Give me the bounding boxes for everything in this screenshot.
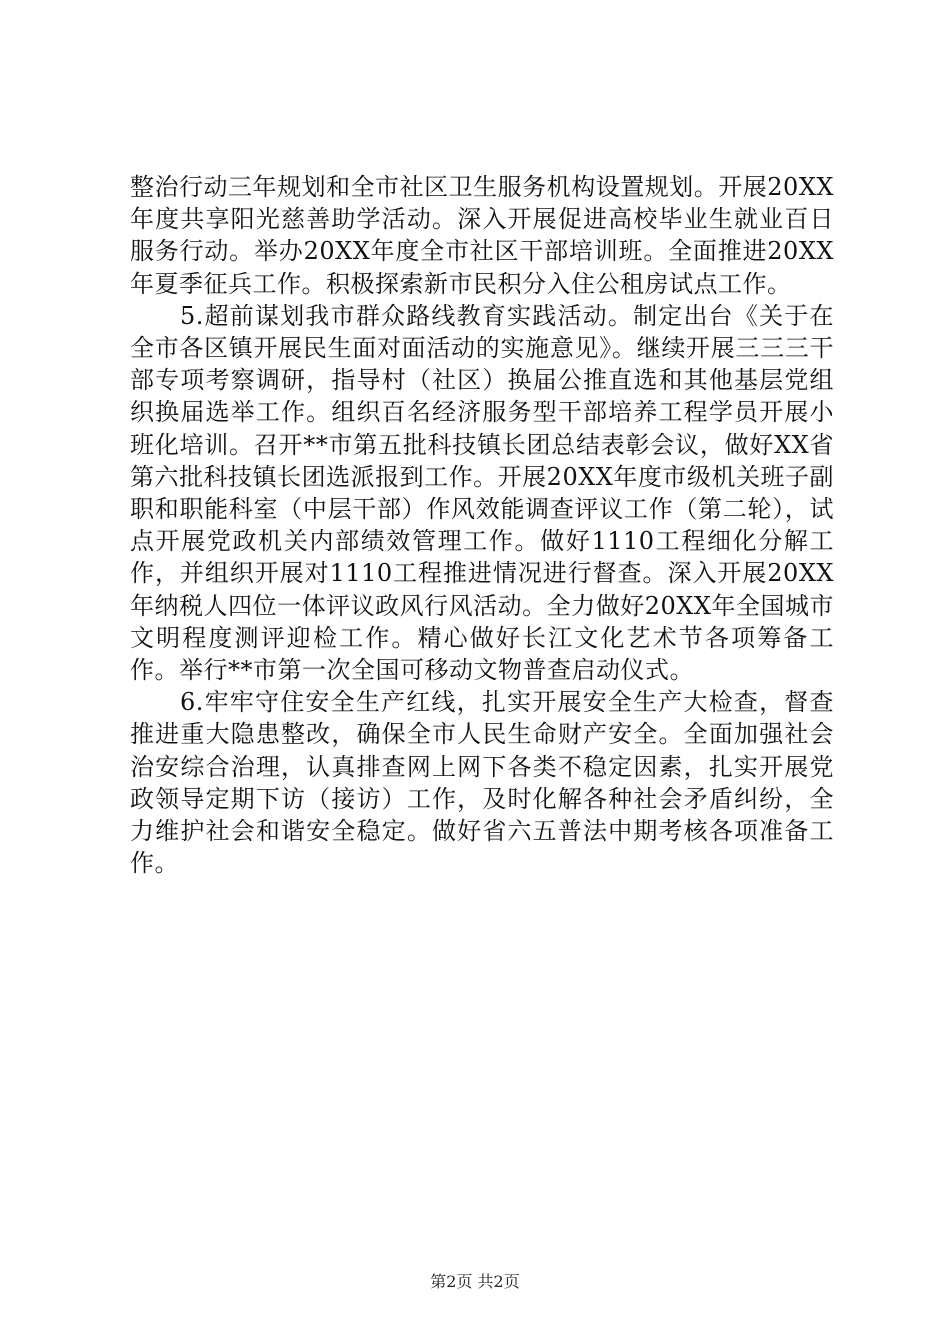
paragraph-item-5: 5.超前谋划我市群众路线教育实践活动。制定出台《关于在全市各区镇开展民生面对面活动的实施意见》。继续开展三三三干部专项考察调研，指导村（社区）换届公推直选和其他基层党组织换届选举工作。组织百名经济服务型干部培养工程学员开展小班化培训。召开**市第五批科技镇长团总结表彰会议，做好XX省第六批科技镇长团选派报到工作。开展20XX年度市级机关班子副职和职能科室（中层干部）作风效能调查评议工作（第二轮），试点开展党政机关内部绩效管理工作。做好1110工程细化分解工作，并组织开展对1110工程推进情况进行督查。深入开展20XX年纳税人四位一体评议政风行风活动。全力做好20XX年全国城市文明程度测评迎检工作。精心做好长江文化艺术节各项筹备工作。举行**市第一次全国可移动文物普查启动仪式。 xyxy=(130,301,834,685)
document-body xyxy=(130,171,834,879)
paragraph-continuation: 整治行动三年规划和全市社区卫生服务机构设置规划。开展20XX年度共享阳光慈善助学活动。深入开展促进高校毕业生就业百日服务行动。举办20XX年度全市社区干部培训班。全面推进20XX年夏季征兵工作。积极探索新市民积分入住公租房试点工作。 xyxy=(130,173,834,298)
paragraph-item-6: 6.牢牢守住安全生产红线，扎实开展安全生产大检查，督查推进重大隐患整改，确保全市人民生命财产安全。全面加强社会治安综合治理，认真排查网上网下各类不稳定因素，扎实开展党政领导定期下访（接访）工作，及时化解各种社会矛盾纠纷，全力维护社会和谐安全稳定。做好省六五普法中期考核各项准备工作。 xyxy=(130,688,834,878)
page-footer: 第2页 共2页 xyxy=(430,1272,520,1291)
